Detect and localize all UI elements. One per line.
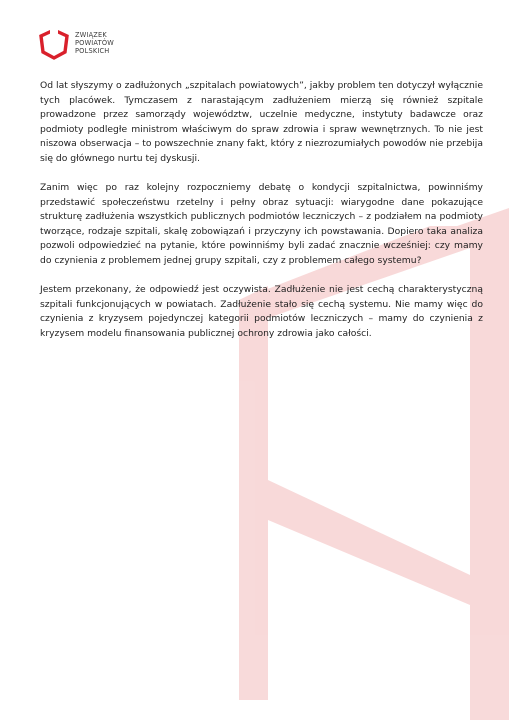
paragraph: Zanim więc po raz kolejny rozpoczniemy debatę o kondycji szpitalnictwa, powinniśmy przedstawić społeczeństwu rzetelny i pełny obraz sytuacji: wiarygodne dane pokazujące strukturę zadłużenia wszystkich publicznych podmiotów leczniczych – z podziałem na podmioty tworzące, rodzaje szpitali, skalę zobowiązań i przyczyny ich powstawania. Dopiero taka analiza pozwoli odpowiedzieć na pytanie, które powinniśmy byli zadać znacznie wcześniej: czy mamy do czynienia z problemem jednej grupy szpitali, czy z problemem całego systemu? <box>40 182 483 266</box>
organization-logo <box>38 28 148 68</box>
document-body <box>40 79 483 356</box>
logo-text-line1: ZWIĄZEK <box>75 31 107 39</box>
logo-text-line2: POWIATÓW <box>75 39 114 48</box>
paragraph: Od lat słyszymy o zadłużonych „szpitalach powiatowych”, jakby problem ten dotyczył wyłącznie tych placówek. Tymczasem z narastającym zadłużeniem mierzą się również szpitale prowadzone przez samorządy województw, uczelnie medyczne, instytuty badawcze oraz podmioty podległe ministrom właściwym do spraw zdrowia i spraw wewnętrznych. To nie jest niszowa obserwacja – to powszechnie znany fakt, który z niezrozumiałych powodów nie przebija się do głównego nurtu tej dyskusji. <box>40 80 483 164</box>
paragraph: Jestem przekonany, że odpowiedź jest oczywista. Zadłużenie nie jest cechą charakterystyczną szpitali funkcjonujących w powiatach. Zadłużenie stało się cechą systemu. Nie mamy więc do czynienia z kryzysem pojedynczej kategorii podmiotów leczniczych – mamy do czynienia z kryzysem modelu finansowania publicznej ochrony zdrowia jako całości. <box>40 284 483 339</box>
logo-text-line3: POLSKICH <box>75 47 110 56</box>
logo-text <box>75 31 114 56</box>
logo-emblem-icon <box>38 28 70 60</box>
watermark-stripe-bottom <box>268 480 470 605</box>
